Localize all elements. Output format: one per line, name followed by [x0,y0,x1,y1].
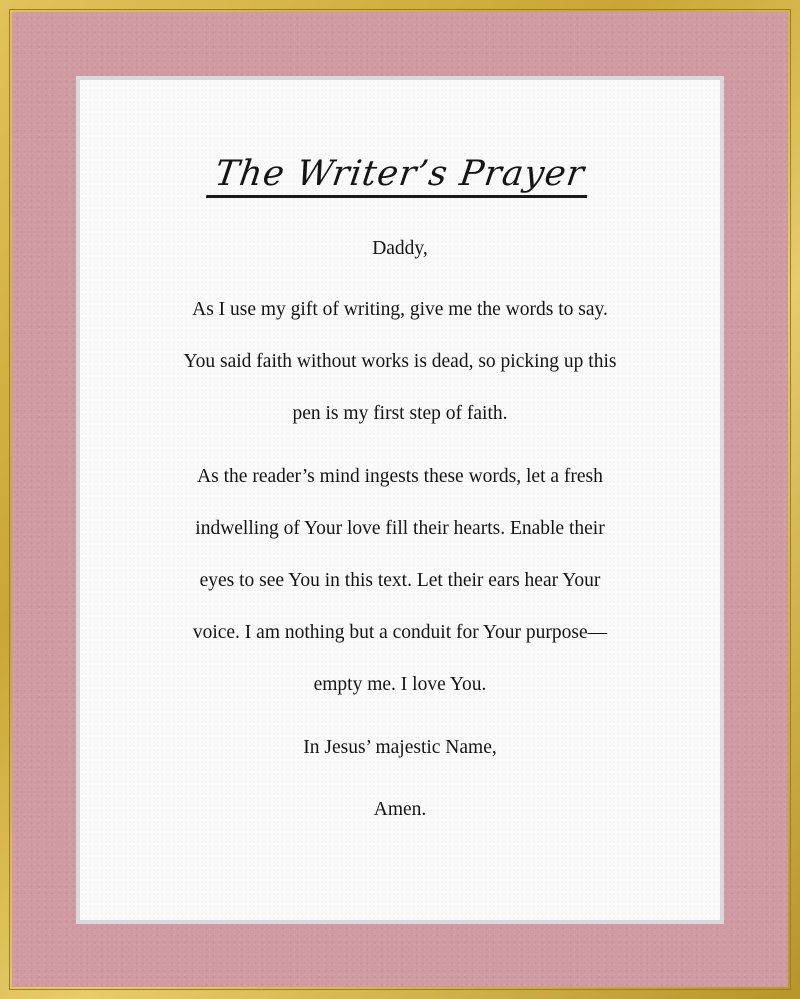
paragraph1-line: pen is my first step of faith. [292,403,508,424]
paragraph2-line: eyes to see You in this text. Let their ears hear Your [199,570,601,591]
page-title: The Writer’s Prayer [206,154,593,198]
prayer-page [80,80,720,920]
paragraph2-line: As the reader’s mind ingests these words, let a fresh [197,466,603,487]
paragraph2-line: empty me. I love You. [313,674,487,695]
paragraph1-line: As I use my gift of writing, give me the words to say. [192,299,608,320]
mat-bevel [76,76,724,924]
mat-board [12,12,788,987]
paragraph1-line: You said faith without works is dead, so picking up this [183,351,617,372]
title-block [80,154,720,198]
signoff: Amen. [373,799,427,820]
paragraph2-line: indwelling of Your love fill their hearts. Enable their [195,518,605,539]
closing-line: In Jesus’ majestic Name, [303,737,497,758]
greeting: Daddy, [372,238,428,259]
paragraph2-line: voice. I am nothing but a conduit for Your purpose— [192,622,608,643]
